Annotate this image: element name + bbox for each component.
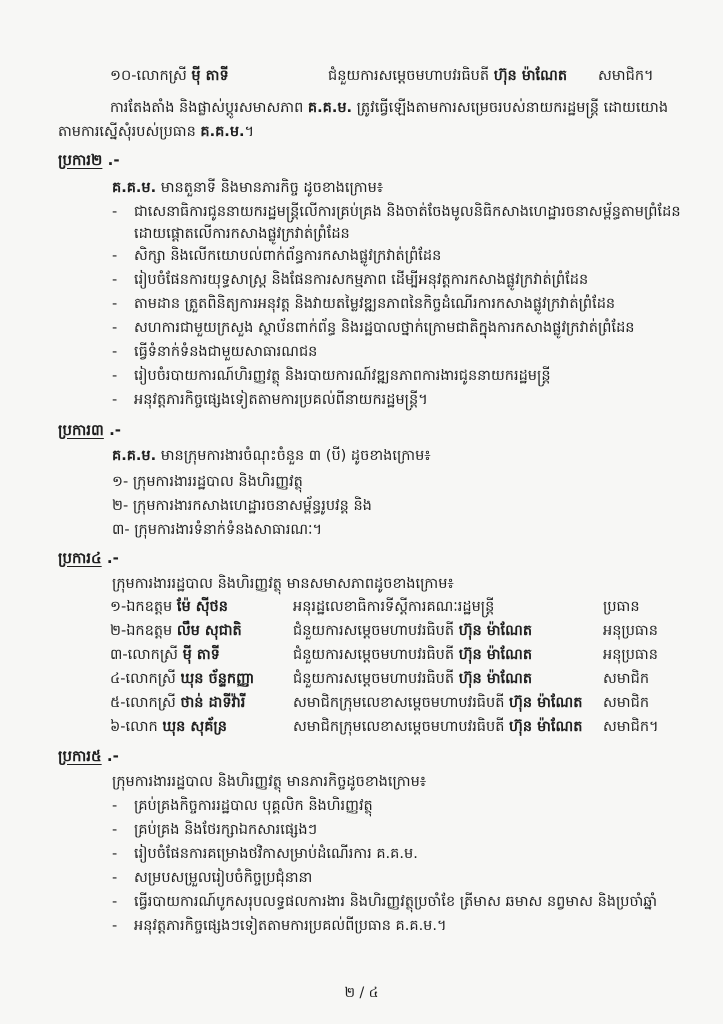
list-item: ៣- ក្រុមការងារទំនាក់ទំនងសាធារណៈ។ xyxy=(112,522,323,538)
list-item: - គ្រប់គ្រងកិច្ចការរដ្ឋបាល បុគ្គលិក និងហិរញ្ញវត្ថុ xyxy=(112,798,373,814)
list-item: - ធ្វើរបាយការណ៍បូកសរុបលទ្ធផលការងារ និងហិរញ្ញវត្ថុប្រចាំខែ ត្រីមាស ឆមាស នព្វមាស និងប្រចាំឆ្នាំ xyxy=(112,894,658,910)
member10-line xyxy=(110,66,229,86)
list-item-continuation: ដោយផ្ដោតលើការកសាងផ្លូវក្រវាត់ព្រំដែន xyxy=(134,226,350,242)
list-item: - ជាសេនាធិការជូននាយករដ្ឋមន្ត្រីលើការគ្រប់គ្រង និងចាត់ចែងមូលនិធិកសាងហេដ្ឋារចនាសម្ព័ន្ធតាមព្រំដែន xyxy=(112,204,681,220)
article3-lead: គ.គ.ម. មានក្រុមការងារចំណុះចំនួន ៣ (បី) ដូចខាងក្រោម៖ xyxy=(112,448,431,464)
page-number: ២ / ៤ xyxy=(344,985,379,1001)
article2-heading: ប្រការ២ .- xyxy=(58,151,120,169)
list-item: - សម្របសម្រួលរៀបចំកិច្ចប្រជុំនានា xyxy=(112,870,313,886)
article2-lead: គ.គ.ម. មានតួនាទី និងមានភារកិច្ច ដូចខាងក្រោម៖ xyxy=(112,180,384,196)
list-item: - សិក្សា និងលើកយោបល់ពាក់ព័ន្ធការកសាងផ្លូវក្រវាត់ព្រំដែន xyxy=(112,248,442,264)
member10-name: ម៉ី តាទី xyxy=(191,68,229,84)
list-item: - គ្រប់គ្រង និងថែរក្សាឯកសារផ្សេងៗ xyxy=(112,822,318,838)
member10-label: ១០-លោកស្រី xyxy=(110,68,187,84)
list-item: - អនុវត្តភារកិច្ចផ្សេងទៀតតាមការប្រគល់ពីនាយករដ្ឋមន្ត្រី។ xyxy=(112,392,428,408)
member10-role: សមាជិក។ xyxy=(598,68,654,84)
list-item: - តាមដាន ត្រួតពិនិត្យការអនុវត្ត និងវាយតម្លៃវឌ្ឍនភាពនៃកិច្ចដំណើរការកសាងផ្លូវក្រវាត់ព្រំដែន xyxy=(112,296,616,312)
list-item: - រៀបចំផែនការយុទ្ធសាស្ត្រ និងផែនការសកម្មភាព ដើម្បីអនុវត្តការកសាងផ្លូវក្រវាត់ព្រំដែន xyxy=(112,272,589,288)
list-item: ២- ក្រុមការងារកសាងហេដ្ឋារចនាសម្ព័ន្ធរូបវន្ត និង xyxy=(112,498,372,514)
member10-title: ជំនួយការសម្ដេចមហាបវរធិបតី ហ៊ុន ម៉ាណែត xyxy=(328,68,568,84)
article5-lead: ក្រុមការងាររដ្ឋបាល និងហិរញ្ញវត្ថុ មានភារកិច្ចដូចខាងក្រោម៖ xyxy=(112,774,427,790)
list-item: - សហការជាមួយក្រសួង ស្ថាប័នពាក់ព័ន្ធ និងរដ្ឋបាលថ្នាក់ក្រោមជាតិក្នុងការកសាងផ្លូវក្រវាត់ព្រំដែន xyxy=(112,320,635,336)
list-item: - ធ្វើទំនាក់ទំនងជាមួយសាធារណជន xyxy=(112,344,318,360)
article4-lead: ក្រុមការងាររដ្ឋបាល និងហិរញ្ញវត្ថុ មានសមាសភាពដូចខាងក្រោម៖ xyxy=(112,576,454,592)
list-item: - អនុវត្តភារកិច្ចផ្សេងៗទៀតតាមការប្រគល់ពីប្រធាន គ.គ.ម.។ xyxy=(112,918,447,934)
list-item: - រៀបចំរបាយការណ៍ហិរញ្ញវត្ថុ និងរបាយការណ៍វឌ្ឍនភាពការងារជូននាយករដ្ឋមន្ត្រី xyxy=(112,368,551,384)
document-page: ១០-លោកស្រី ម៉ី តាទី ជំនួយការសម្ដេចមហាបវរធិបតី ហ៊ុន ម៉ាណែត សមាជិក។ ការតែងតាំង និងផ្លាស់ប្ដូរសមាសភាព គ.គ.ម. ត្រូវធ្វើឡើងតាមការសម្រេចរបស់នាយករដ្ឋមន្ត្រី ដោយយោង តាមការស្នើសុំរបស់ប្រធាន គ.គ.ម.។ ប្រការ២ .- គ.គ.ម. មានតួនាទី និងមានភារកិច្ច ដូចខាងក្រោម៖ - ជាសេនាធិការជូននាយករដ្ឋមន្ត្រីលើការគ្រប់គ្រង និងចាត់ចែងមូលនិធិកសាងហេដ្ឋារចនាសម្ព័ន្ធតាមព្រំដែន ដោយផ្ដោតលើការកសាងផ្លូវក្រវាត់ព្រំដែន - សិក្សា និងលើកយោបល់ពាក់ព័ន្ធការកសាងផ្លូវក្រវាត់ព្រំដែន - រៀបចំផែនការយុទ្ធសាស្ត្រ និងផែនការសកម្មភាព ដើម្បីអនុវត្តការកសាងផ្លូវក្រវាត់ព្រំដែន - តាមដាន ត្រួតពិនិត្យការអនុវត្ត និងវាយតម្លៃវឌ្ឍនភាពនៃកិច្ចដំណើរការកសាងផ្លូវក្រវាត់ព្រំដែន - សហការជាមួយក្រសួង ស្ថាប័នពាក់ព័ន្ធ និងរដ្ឋបាលថ្នាក់ក្រោមជាតិក្នុងការកសាងផ្លូវក្រវាត់ព្រំដែន - ធ្វើទំនាក់ទំនងជាមួយសាធារណជន - រៀបចំរបាយការណ៍ហិរញ្ញវត្ថុ និងរបាយការណ៍វឌ្ឍនភាពការងារជូននាយករដ្ឋមន្ត្រី - អនុវត្តភារកិច្ចផ្សេងទៀតតាមការប្រគល់ពីនាយករដ្ឋមន្ត្រី។ ប្រការ៣ .- គ.គ.ម. មានក្រុមការងារចំណុះចំនួន ៣ (បី) ដូចខាងក្រោម៖ ១- ក្រុមការងាររដ្ឋបាល និងហិរញ្ញវត្ថុ ២- ក្រុមការងារកសាងហេដ្ឋារចនាសម្ព័ន្ធរូបវន្ត និង ៣- ក្រុមការងារទំនាក់ទំនងសាធារណៈ។ ប្រការ៤ .- ក្រុមការងាររដ្ឋបាល និងហិរញ្ញវត្ថុ មានសមាសភាពដូចខាងក្រោម៖ ១-ឯកឧត្តម ម៉ែ ស៊ីថន អនុរដ្ឋលេខាធិការទីស្ដីការគណៈរដ្ឋមន្ត្រី ប្រធាន ២-ឯកឧត្តម លឹម សុជាតិ ជំនួយការសម្ដេចមហាបវរធិបតី ហ៊ុន ម៉ាណែត អនុប្រធាន ៣-លោកស្រី ម៉ី តាទី ជំនួយការសម្ដេចមហាបវរធិបតី ហ៊ុន ម៉ាណែត អនុប្រធាន ៤-លោកស្រី ឃុន ច័ន្ទកញ្ញា ជំនួយការសម្ដេចមហាបវរធិបតី ហ៊ុន ម៉ាណែត សមាជិក ៥-លោកស្រី ថាន់ ដាទីវ៉ារី សមាជិកក្រុមលេខាសម្ដេចមហាបវរធិបតី ហ៊ុន ម៉ាណែត សមាជិក ៦-លោក ឃុន សុគ័ន្រ សមាជិកក្រុមលេខាសម្ដេចមហាបវរធិបតី ហ៊ុន ម៉ាណែត សមាជិក។ ប្រការ៥ .- ក្រុមការងាររដ្ឋបាល និងហិរញ្ញវត្ថុ មានភារកិច្ចដូចខាងក្រោម៖ - គ្រប់គ្រងកិច្ចការរដ្ឋបាល បុគ្គលិក និងហិរញ្ញវត្ថុ - គ្រប់គ្រង និងថែរក្សាឯកសារផ្សេងៗ - រៀបចំផែនការគម្រោងថវិកាសម្រាប់ដំណើរការ គ.គ.ម. - សម្របសម្រួលរៀបចំកិច្ចប្រជុំនានា - ធ្វើរបាយការណ៍បូកសរុបលទ្ធផលការងារ និងហិរញ្ញវត្ថុប្រចាំខែ ត្រីមាស ឆមាស នព្វមាស និងប្រចាំឆ្នាំ - អនុវត្តភារកិច្ចផ្សេងៗទៀតតាមការប្រគល់ពីប្រធាន គ.គ.ម.។ ២ / ៤ xyxy=(0,0,723,1024)
intro-paragraph-line1: ការតែងតាំង និងផ្លាស់ប្ដូរសមាសភាព គ.គ.ម. ត្រូវធ្វើឡើងតាមការសម្រេចរបស់នាយករដ្ឋមន្ត្រី ដោយយោង xyxy=(110,100,669,116)
article4-heading: ប្រការ៤ .- xyxy=(58,549,119,567)
article5-heading: ប្រការ៥ .- xyxy=(58,747,119,765)
intro-paragraph-line2: តាមការស្នើសុំរបស់ប្រធាន គ.គ.ម.។ xyxy=(58,124,255,140)
list-item: ១- ក្រុមការងាររដ្ឋបាល និងហិរញ្ញវត្ថុ xyxy=(112,474,303,490)
list-item: - រៀបចំផែនការគម្រោងថវិកាសម្រាប់ដំណើរការ គ.គ.ម. xyxy=(112,846,418,862)
article3-heading: ប្រការ៣ .- xyxy=(58,421,122,439)
